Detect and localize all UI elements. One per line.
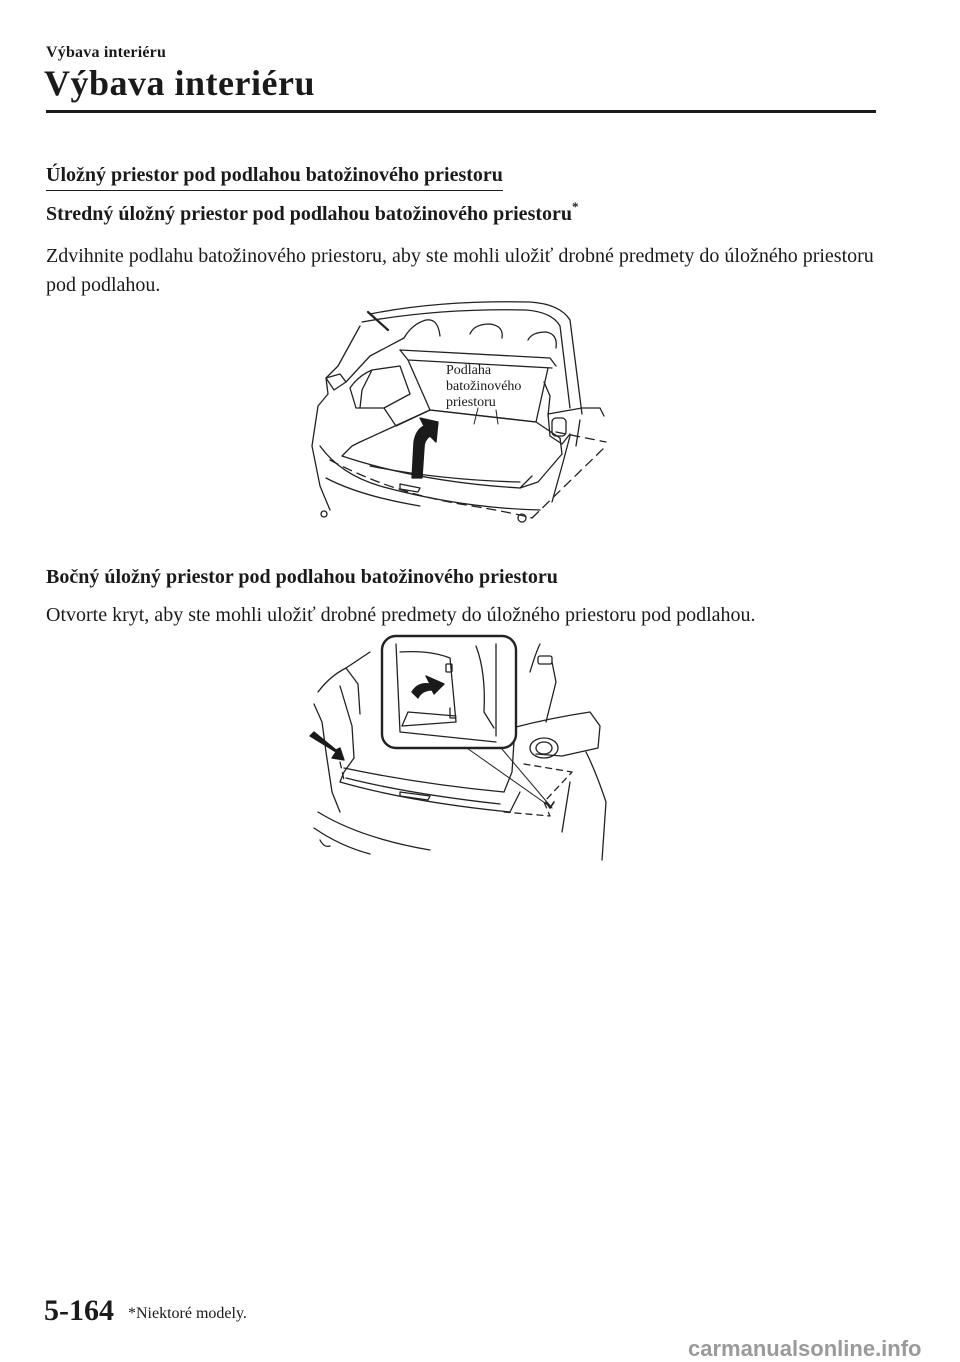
running-head: Výbava interiéru — [46, 44, 167, 61]
side-storage-illustration — [300, 632, 620, 864]
section-heading: Úložný priestor pod podlahou batožinového priestoru — [46, 164, 503, 191]
header-rule — [46, 110, 876, 113]
watermark: carmanualsonline.info — [688, 1336, 922, 1361]
chapter-title: Výbava interiéru — [44, 63, 315, 103]
side-storage-instructions: Otvorte kryt, aby ste mohli uložiť drobné predmety do úložného priestoru pod podlahou. — [46, 604, 756, 626]
cargo-floor-label-line-1: Podlaha — [446, 363, 492, 378]
side-storage-subheading: Bočný úložný priestor pod podlahou batožinového priestoru — [46, 566, 558, 588]
footnote-asterisk: * — [572, 199, 579, 214]
cargo-floor-illustration — [300, 296, 620, 536]
cargo-floor-label-line-2: batožinového — [446, 379, 522, 394]
center-storage-subheading — [46, 199, 579, 226]
cargo-floor-label-line-3: priestoru — [446, 395, 496, 410]
center-storage-title: Stredný úložný priestor pod podlahou batožinového priestoru — [46, 203, 573, 225]
footnote: *Niektoré modely. — [128, 1305, 247, 1322]
page-number: 5-164 — [44, 1294, 114, 1327]
center-storage-instructions: Zdvihnite podlahu batožinového priestoru, aby ste mohli uložiť drobné predmety do úložného priestoru pod podlahou. — [46, 245, 874, 296]
